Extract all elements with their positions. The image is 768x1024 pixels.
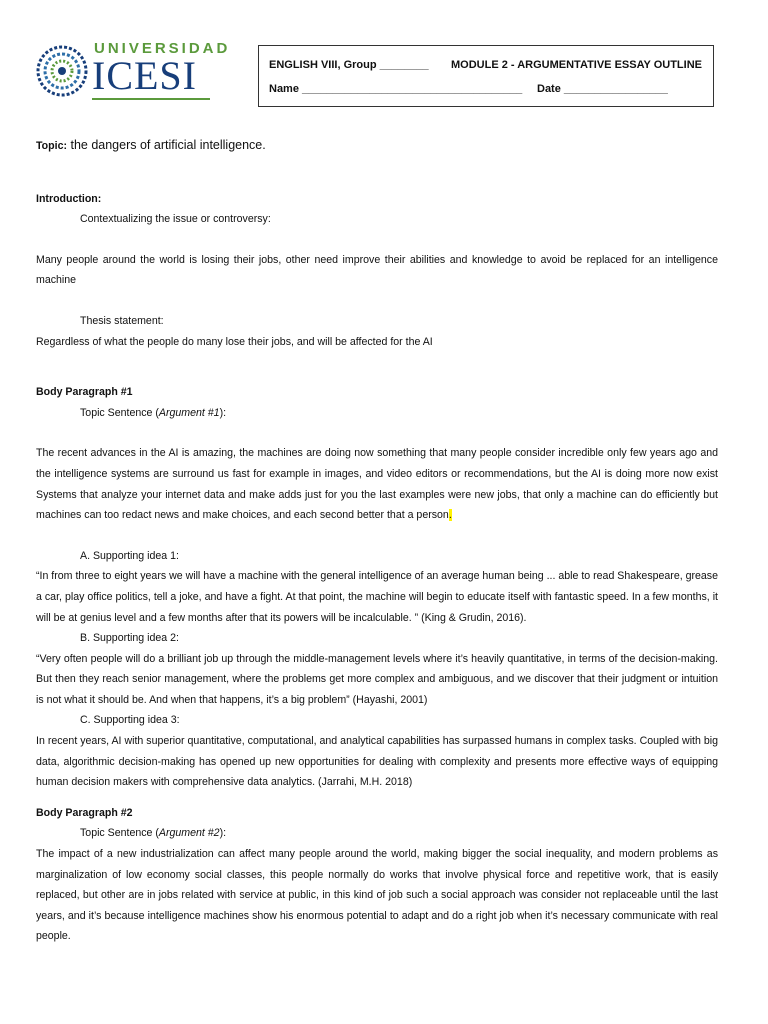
body1-topic-pre: Topic Sentence (: [80, 406, 159, 419]
body1-topic-label: [36, 403, 718, 424]
body1-topic-post: ):: [219, 406, 227, 419]
body2-heading: Body Paragraph #2: [36, 806, 133, 819]
support-a-label: A. Supporting idea 1:: [80, 549, 179, 562]
support-b-text: “Very often people will do a brilliant job up through the middle-management levels where it’s heavily quantitative, in terms of the decision-making. But then they reach senior management, where the problems get more complex and ambiguous, and we discover that their judgment or intuition is not what it should be. And when that happens, it’s a big problem” (Hayashi, 2001): [36, 652, 718, 706]
body1-heading: Body Paragraph #1: [36, 386, 133, 399]
body2-topic-label: [36, 823, 718, 844]
body1-paragraph: [36, 443, 718, 525]
document-body: [36, 135, 718, 947]
introduction-heading: Introduction:: [36, 192, 102, 205]
module-title: MODULE 2 - ARGUMENTATIVE ESSAY OUTLINE: [451, 59, 702, 71]
course-group-field: ENGLISH VIII, Group ________: [269, 59, 429, 71]
context-label: Contextualizing the issue or controversy:: [80, 213, 271, 226]
topic-line: [36, 135, 718, 157]
support-a-text: “In from three to eight years we will have a machine with the general intelligence of an average human being ... able to read Shakespeare, grease a car, play office politics, tell a joke, and have a fight. At that point, the machine will begin to educate itself with fantastic speed. In a few months, it will be at genius level and a few months after that its powers will be incalculable. ” (King & Grudin, 2016).: [36, 570, 718, 624]
support-b-label: B. Supporting idea 2:: [80, 632, 179, 645]
logo-icesi-text: ICESI: [92, 53, 197, 98]
body2-topic-pre: Topic Sentence (: [80, 827, 159, 840]
support-c-text: In recent years, AI with superior quantitative, computational, and analytical capabilities has surpassed humans in complex tasks. Coupled with big data, algorithmic decision-making has opened up new opportunities for dealing with complexity and presents more effective ways of equipping human decision makers with comprehensive data analytics. (Jarrahi, M.H. 2018): [36, 735, 718, 789]
body2-topic-post: ):: [219, 827, 227, 840]
thesis-text: Regardless of what the people do many lose their jobs, and will be affected for the AI: [36, 335, 433, 348]
logo-emblem-icon: [36, 45, 88, 97]
date-field: Date _________________: [537, 83, 668, 95]
body2-topic-em: Argument #2: [158, 827, 220, 840]
body2-paragraph: The impact of a new industrialization can affect many people around the world, making bigger the social inequality, and modern problems as marginalization of low economy social classes, this people normally do works that involve physical force and repetitive work, that is easily replaced, but other are in jobs related with service at public, in this kind of job such a social approach was consider not replaceable until the last years, and it’s because intelligence machines show his enormous potential to adapt and do a right job when it’s necessary communicate with real people.: [36, 848, 718, 943]
university-logo: [36, 40, 231, 102]
body1-topic-em: Argument #1: [158, 406, 220, 419]
logo-university-text: UNIVERSIDAD: [94, 40, 231, 57]
name-field: Name ____________________________________: [269, 83, 523, 95]
body1-paragraph-text: The recent advances in the AI is amazing, the machines are doing now something that many people consider incredible only few years ago and the intelligence systems are surround us fast for example in images, and video editors or recommendations, but the AI is doing more now exist Systems that analyze your internet data and make adds just for you the last examples were new jobs, that only a machine can do efficiently but machines can too redact news and make choices, and each second better that a person: [36, 447, 718, 522]
topic-label: Topic:: [36, 140, 67, 152]
body1-paragraph-end: .: [448, 509, 452, 522]
support-c-label: C. Supporting idea 3:: [80, 714, 180, 727]
context-text: Many people around the world is losing their jobs, other need improve their abilities and knowledge to avoid be replaced for an intelligence machine: [36, 253, 718, 287]
header-box: [258, 45, 714, 107]
logo-underline: [92, 98, 210, 100]
thesis-label: Thesis statement:: [80, 314, 164, 327]
topic-text: the dangers of artificial intelligence.: [67, 138, 266, 152]
